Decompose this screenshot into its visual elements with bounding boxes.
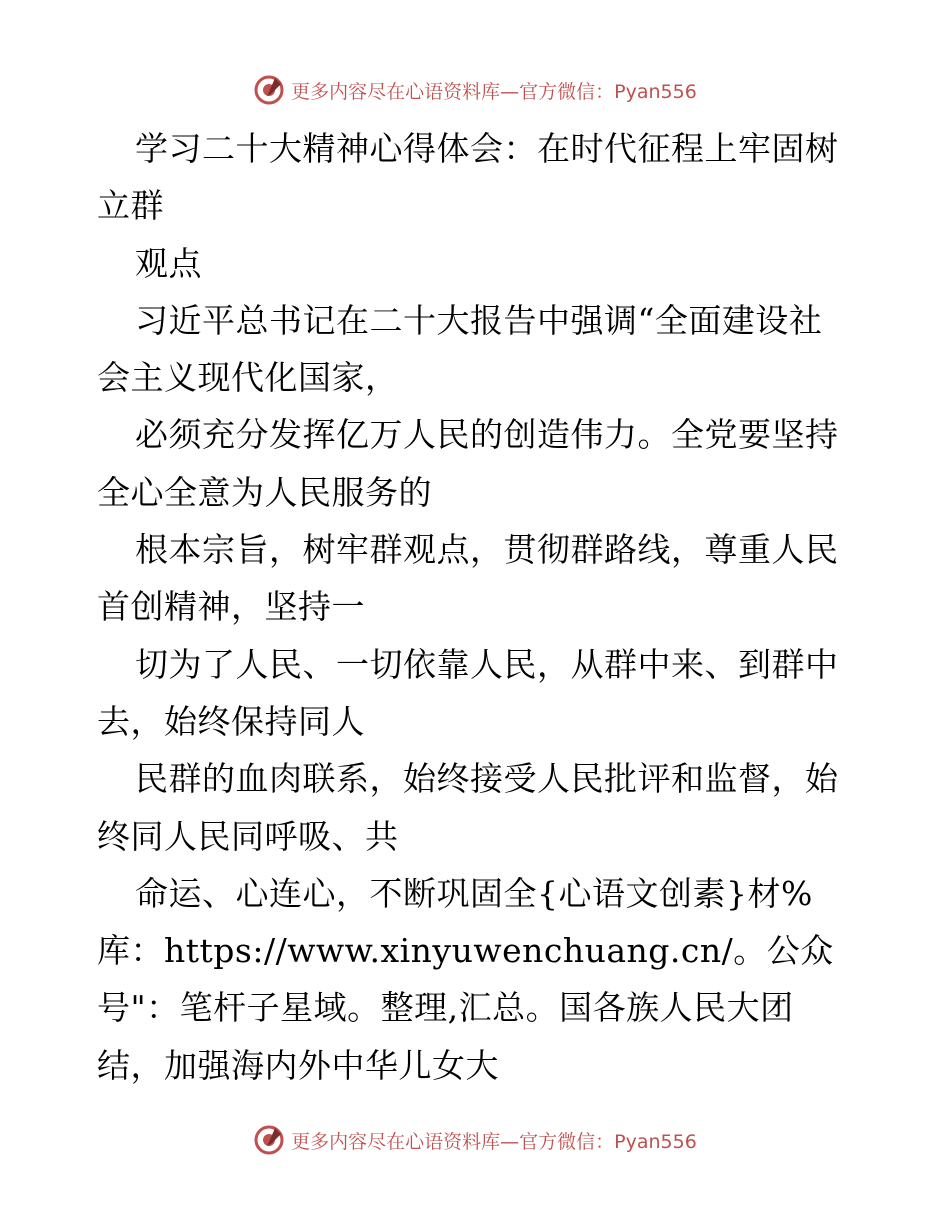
text-line: 会主义现代化国家， bbox=[97, 358, 399, 398]
text-line: 观点 bbox=[135, 243, 202, 283]
text-line: 习近平总书记在二十大报告中强调“全面建设社 bbox=[135, 300, 823, 340]
footer-brand-text: 更多内容尽在心语资料库—官方微信： bbox=[291, 1130, 615, 1153]
text-line: 民群的血肉联系，始终接受人民批评和监督，始 bbox=[135, 759, 839, 799]
text-line: 号"：笔杆子星域。整理,汇总。国各族人民大团 bbox=[97, 988, 794, 1028]
text-line: 库：https://www.xinyuwenchuang.cn/。公众 bbox=[97, 931, 834, 971]
text-line: 首创精神，坚持一 bbox=[97, 587, 365, 627]
text-line: 切为了人民、一切依靠人民，从群中来、到群中 bbox=[135, 644, 839, 684]
text-line: 终同人民同呼吸、共 bbox=[97, 816, 399, 856]
text-line: 根本宗旨，树牢群观点，贯彻群路线，尊重人民 bbox=[135, 530, 839, 570]
text-line: 结，加强海内外中华儿女大 bbox=[97, 1045, 499, 1085]
text-line: 立群 bbox=[97, 186, 164, 226]
brand-logo-icon bbox=[253, 1124, 285, 1156]
text-line: 必须充分发挥亿万人民的创造伟力。全党要坚持 bbox=[135, 415, 839, 455]
header-wechat-id: Pyan556 bbox=[614, 80, 697, 103]
footer-banner bbox=[0, 1120, 950, 1160]
text-line: 命运、心连心，不断巩固全{心语文创素}材% bbox=[135, 873, 813, 913]
footer-wechat-id: Pyan556 bbox=[614, 1130, 697, 1153]
brand-logo-icon bbox=[253, 74, 285, 106]
header-brand-text: 更多内容尽在心语资料库—官方微信： bbox=[291, 80, 615, 103]
document-body bbox=[97, 120, 857, 1094]
header-banner bbox=[0, 70, 950, 110]
text-line: 去，始终保持同人 bbox=[97, 701, 365, 741]
text-line: 学习二十大精神心得体会：在时代征程上牢固树 bbox=[135, 129, 839, 168]
text-line: 全心全意为人民服务的 bbox=[97, 472, 432, 512]
